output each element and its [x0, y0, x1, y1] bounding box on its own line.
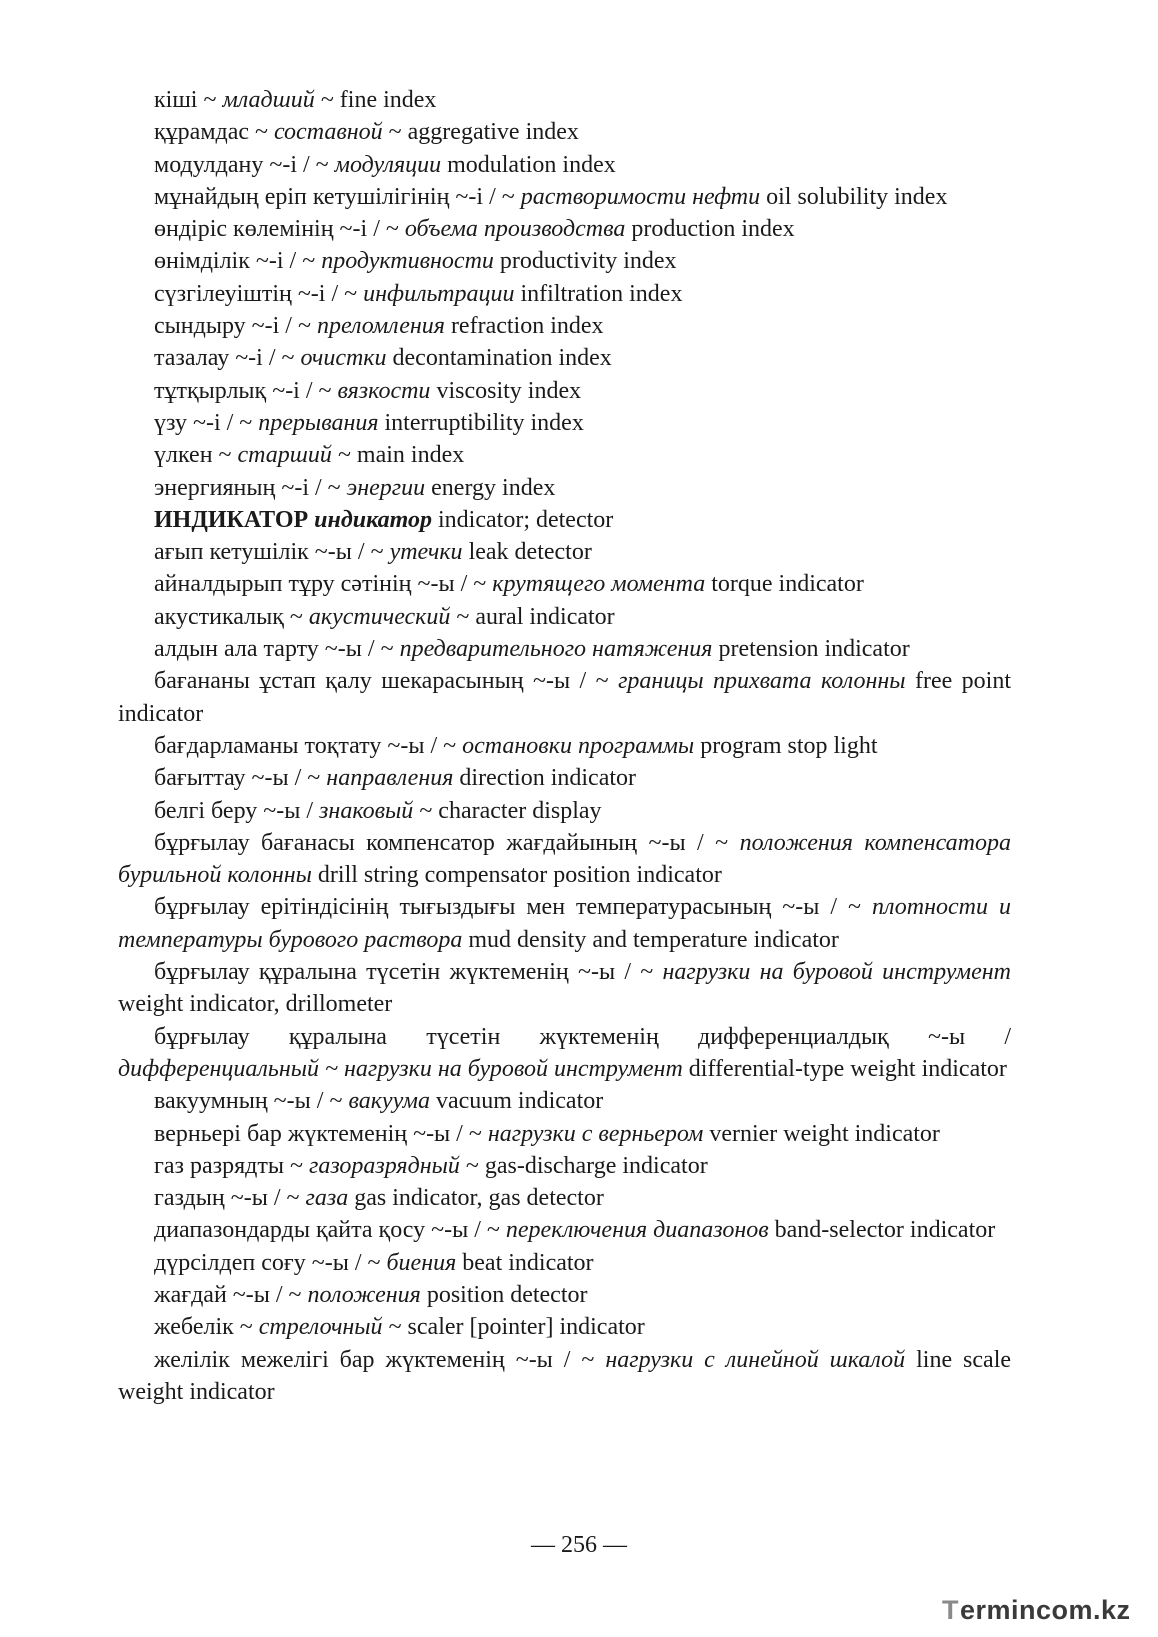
russian-term: границы прихвата колонны [618, 668, 906, 695]
russian-term: растворимости нефти [520, 183, 761, 210]
dictionary-entry [118, 1214, 1011, 1246]
kazakh-term: ағып кетушілік ~-ы / ~ [154, 539, 390, 566]
dictionary-entry [118, 891, 1011, 956]
russian-term: продуктивности [321, 248, 494, 275]
russian-term: преломления [316, 313, 445, 340]
english-term: band-selector indicator [768, 1217, 996, 1244]
kazakh-term: сүзгілеуіштің ~-і / ~ [154, 280, 364, 307]
kazakh-term: ИНДИКАТОР [154, 506, 315, 533]
russian-term: крутящего момента [492, 571, 706, 598]
dictionary-entry [118, 536, 1011, 568]
dictionary-entry [118, 827, 1011, 892]
english-term: ~ main index [331, 442, 465, 469]
dictionary-entry [118, 1279, 1011, 1311]
english-term: energy index [425, 474, 556, 501]
russian-term: модуляции [334, 151, 442, 178]
english-term: interruptibility index [378, 409, 584, 436]
kazakh-term: бұрғылау ерітіндісінің тығыздығы мен температурасының ~-ы / ~ [154, 894, 873, 921]
kazakh-term: айналдырып тұру сәтінің ~-ы / ~ [154, 571, 493, 598]
page-number: — 256 — [531, 1532, 627, 1558]
dictionary-entry [118, 245, 1011, 277]
dictionary-entry [118, 310, 1011, 342]
kazakh-term: құрамдас ~ [154, 119, 274, 146]
english-term: vernier weight indicator [703, 1120, 940, 1147]
english-term: modulation index [441, 151, 616, 178]
kazakh-term: бағананы ұстап қалу шекарасының ~-ы / ~ [154, 668, 619, 695]
russian-term: составной [274, 119, 383, 146]
russian-term: биения [386, 1249, 457, 1276]
dictionary-entry [118, 1344, 1011, 1409]
dictionary-entry [118, 1182, 1011, 1214]
english-term: mud density and temperature indicator [462, 926, 839, 953]
russian-term: вакуума [348, 1088, 430, 1115]
dictionary-entry [118, 375, 1011, 407]
english-term: ~ aggregative index [382, 119, 579, 146]
english-term: weight indicator, drillometer [118, 991, 393, 1018]
dictionary-headword [118, 504, 1011, 536]
dictionary-entry [118, 181, 1011, 213]
kazakh-term: жағдай ~-ы / ~ [154, 1281, 308, 1308]
russian-term: газоразрядный [308, 1152, 460, 1179]
kazakh-term: өнімділік ~-і / ~ [154, 248, 322, 275]
kazakh-term: тұтқырлық ~-і / ~ [154, 377, 338, 404]
english-term: ~ character display [413, 797, 602, 824]
kazakh-term: үзу ~-і / ~ [154, 409, 259, 436]
dictionary-entry [118, 665, 1011, 730]
dictionary-entry [118, 1247, 1011, 1279]
dictionary-entry [118, 84, 1011, 116]
english-term: productivity index [493, 248, 677, 275]
kazakh-term: дүрсілдеп соғу ~-ы / ~ [154, 1249, 387, 1276]
russian-term: вязкости [337, 377, 431, 404]
russian-term: объема производства [404, 216, 626, 243]
kazakh-term: үлкен ~ [154, 442, 238, 469]
watermark-logo [942, 1595, 1131, 1626]
english-term: direction indicator [453, 765, 637, 792]
dictionary-entry [118, 213, 1011, 245]
russian-term: переключения диапазонов [505, 1217, 769, 1244]
english-term: ~ aural indicator [450, 603, 615, 630]
english-term: program stop light [694, 732, 878, 759]
dictionary-entry [118, 956, 1011, 1021]
dictionary-entries [118, 84, 1011, 1408]
dictionary-entry [118, 633, 1011, 665]
kazakh-term: бұрғылау құралына түсетін жүктеменің дифференциалдық ~-ы / [154, 1023, 1011, 1050]
kazakh-term: бұрғылау құралына түсетін жүктеменің ~-ы / ~ [154, 959, 663, 986]
russian-term: дифференциальный ~ нагрузки на буровой инструмент [118, 1055, 683, 1082]
dictionary-entry [118, 601, 1011, 633]
kazakh-term: белгі беру ~-ы / [154, 797, 320, 824]
russian-term: прерывания [258, 409, 379, 436]
russian-term: положения компенсатора бурильной колонны [118, 829, 1012, 889]
russian-term: акустический [308, 603, 451, 630]
kazakh-term: энергияның ~-і / ~ [154, 474, 347, 501]
english-term: line scale weight indicator [118, 1346, 1012, 1405]
kazakh-term: газдың ~-ы / ~ [154, 1185, 306, 1212]
termincom-logo-icon: T [942, 1595, 959, 1625]
russian-term: очистки [300, 345, 387, 372]
english-term: ~ fine index [314, 87, 437, 113]
dictionary-entry [118, 407, 1011, 439]
english-term: drill string compensator position indicator [311, 862, 722, 889]
english-term: oil solubility index [760, 183, 948, 210]
kazakh-term: жебелік ~ [154, 1314, 259, 1341]
dictionary-entry [118, 795, 1011, 827]
russian-term: нагрузки с верньером [487, 1120, 704, 1147]
kazakh-term: алдын ала тарту ~-ы / ~ [154, 636, 400, 663]
kazakh-term: кіші ~ [154, 87, 223, 113]
english-term: refraction index [444, 313, 604, 340]
dictionary-entry [118, 1150, 1011, 1182]
kazakh-term: газ разрядты ~ [154, 1152, 309, 1179]
russian-term: знаковый [319, 797, 414, 824]
english-term: production index [625, 216, 795, 243]
kazakh-term: диапазондарды қайта қосу ~-ы / ~ [154, 1217, 506, 1244]
dictionary-entry [118, 149, 1011, 181]
english-term: gas indicator, gas detector [348, 1185, 604, 1212]
english-term: beat indicator [456, 1249, 594, 1276]
kazakh-term: акустикалық ~ [154, 603, 309, 630]
english-term: torque indicator [705, 571, 864, 598]
dictionary-entry [118, 1311, 1011, 1343]
russian-term: утечки [389, 539, 463, 566]
russian-term: предварительного натяжения [399, 636, 713, 663]
english-term: position detector [420, 1281, 588, 1308]
russian-term: нагрузки на буровой инструмент [662, 959, 1012, 986]
dictionary-entry [118, 568, 1011, 600]
dictionary-entry [118, 730, 1011, 762]
english-term: differential-type weight indicator [682, 1055, 1007, 1082]
english-term: pretension indicator [712, 636, 910, 663]
russian-term: индикатор [314, 506, 433, 533]
english-term: viscosity index [430, 377, 582, 404]
russian-term: старший [237, 442, 332, 469]
dictionary-entry [118, 472, 1011, 504]
english-term: vacuum indicator [429, 1088, 604, 1115]
dictionary-entry [118, 278, 1011, 310]
kazakh-term: өндіріс көлемінің ~-і / ~ [154, 216, 405, 243]
kazakh-term: тазалау ~-і / ~ [154, 345, 301, 372]
kazakh-term: желілік межелігі бар жүктеменің ~-ы / ~ [154, 1346, 606, 1373]
kazakh-term: сындыру ~-і / ~ [154, 313, 317, 340]
kazakh-term: верньері бар жүктеменің ~-ы / ~ [154, 1120, 488, 1147]
dictionary-entry [118, 1085, 1011, 1117]
russian-term: газа [305, 1185, 349, 1212]
dictionary-entry [118, 116, 1011, 148]
watermark-text: ermincom.kz [960, 1595, 1131, 1625]
kazakh-term: бағдарламаны тоқтату ~-ы / ~ [154, 732, 463, 759]
dictionary-entry [118, 1021, 1011, 1086]
kazakh-term: бағыттау ~-ы / ~ [154, 765, 327, 792]
english-term: free point indicator [118, 668, 1012, 727]
russian-term: направления [326, 765, 454, 792]
russian-term: инфильтрации [363, 280, 515, 307]
english-term: infiltration index [514, 280, 683, 307]
english-term: ~ gas-discharge indicator [459, 1152, 708, 1179]
russian-term: остановки программы [462, 732, 695, 759]
kazakh-term: мұнайдың еріп кетушілігінің ~-і / ~ [154, 183, 521, 210]
dictionary-entry [118, 762, 1011, 794]
english-term: indicator; detector [432, 506, 614, 533]
english-term: leak detector [462, 539, 592, 566]
russian-term: стрелочный [258, 1314, 383, 1341]
kazakh-term: вакуумның ~-ы / ~ [154, 1088, 349, 1115]
russian-term: нагрузки с линейной шкалой [605, 1346, 906, 1373]
russian-term: положения [307, 1281, 421, 1308]
english-term: decontamination index [386, 345, 612, 372]
russian-term: младший [222, 87, 315, 113]
kazakh-term: модулдану ~-і / ~ [154, 151, 335, 178]
russian-term: энергии [346, 474, 426, 501]
dictionary-entry [118, 1118, 1011, 1150]
english-term: ~ scaler [pointer] indicator [382, 1314, 645, 1341]
dictionary-entry [118, 342, 1011, 374]
dictionary-entry [118, 439, 1011, 471]
kazakh-term: бұрғылау бағанасы компенсатор жағдайының ~-ы / ~ [154, 829, 740, 856]
russian-term: плотности и температуры бурового раствора [118, 894, 1012, 953]
